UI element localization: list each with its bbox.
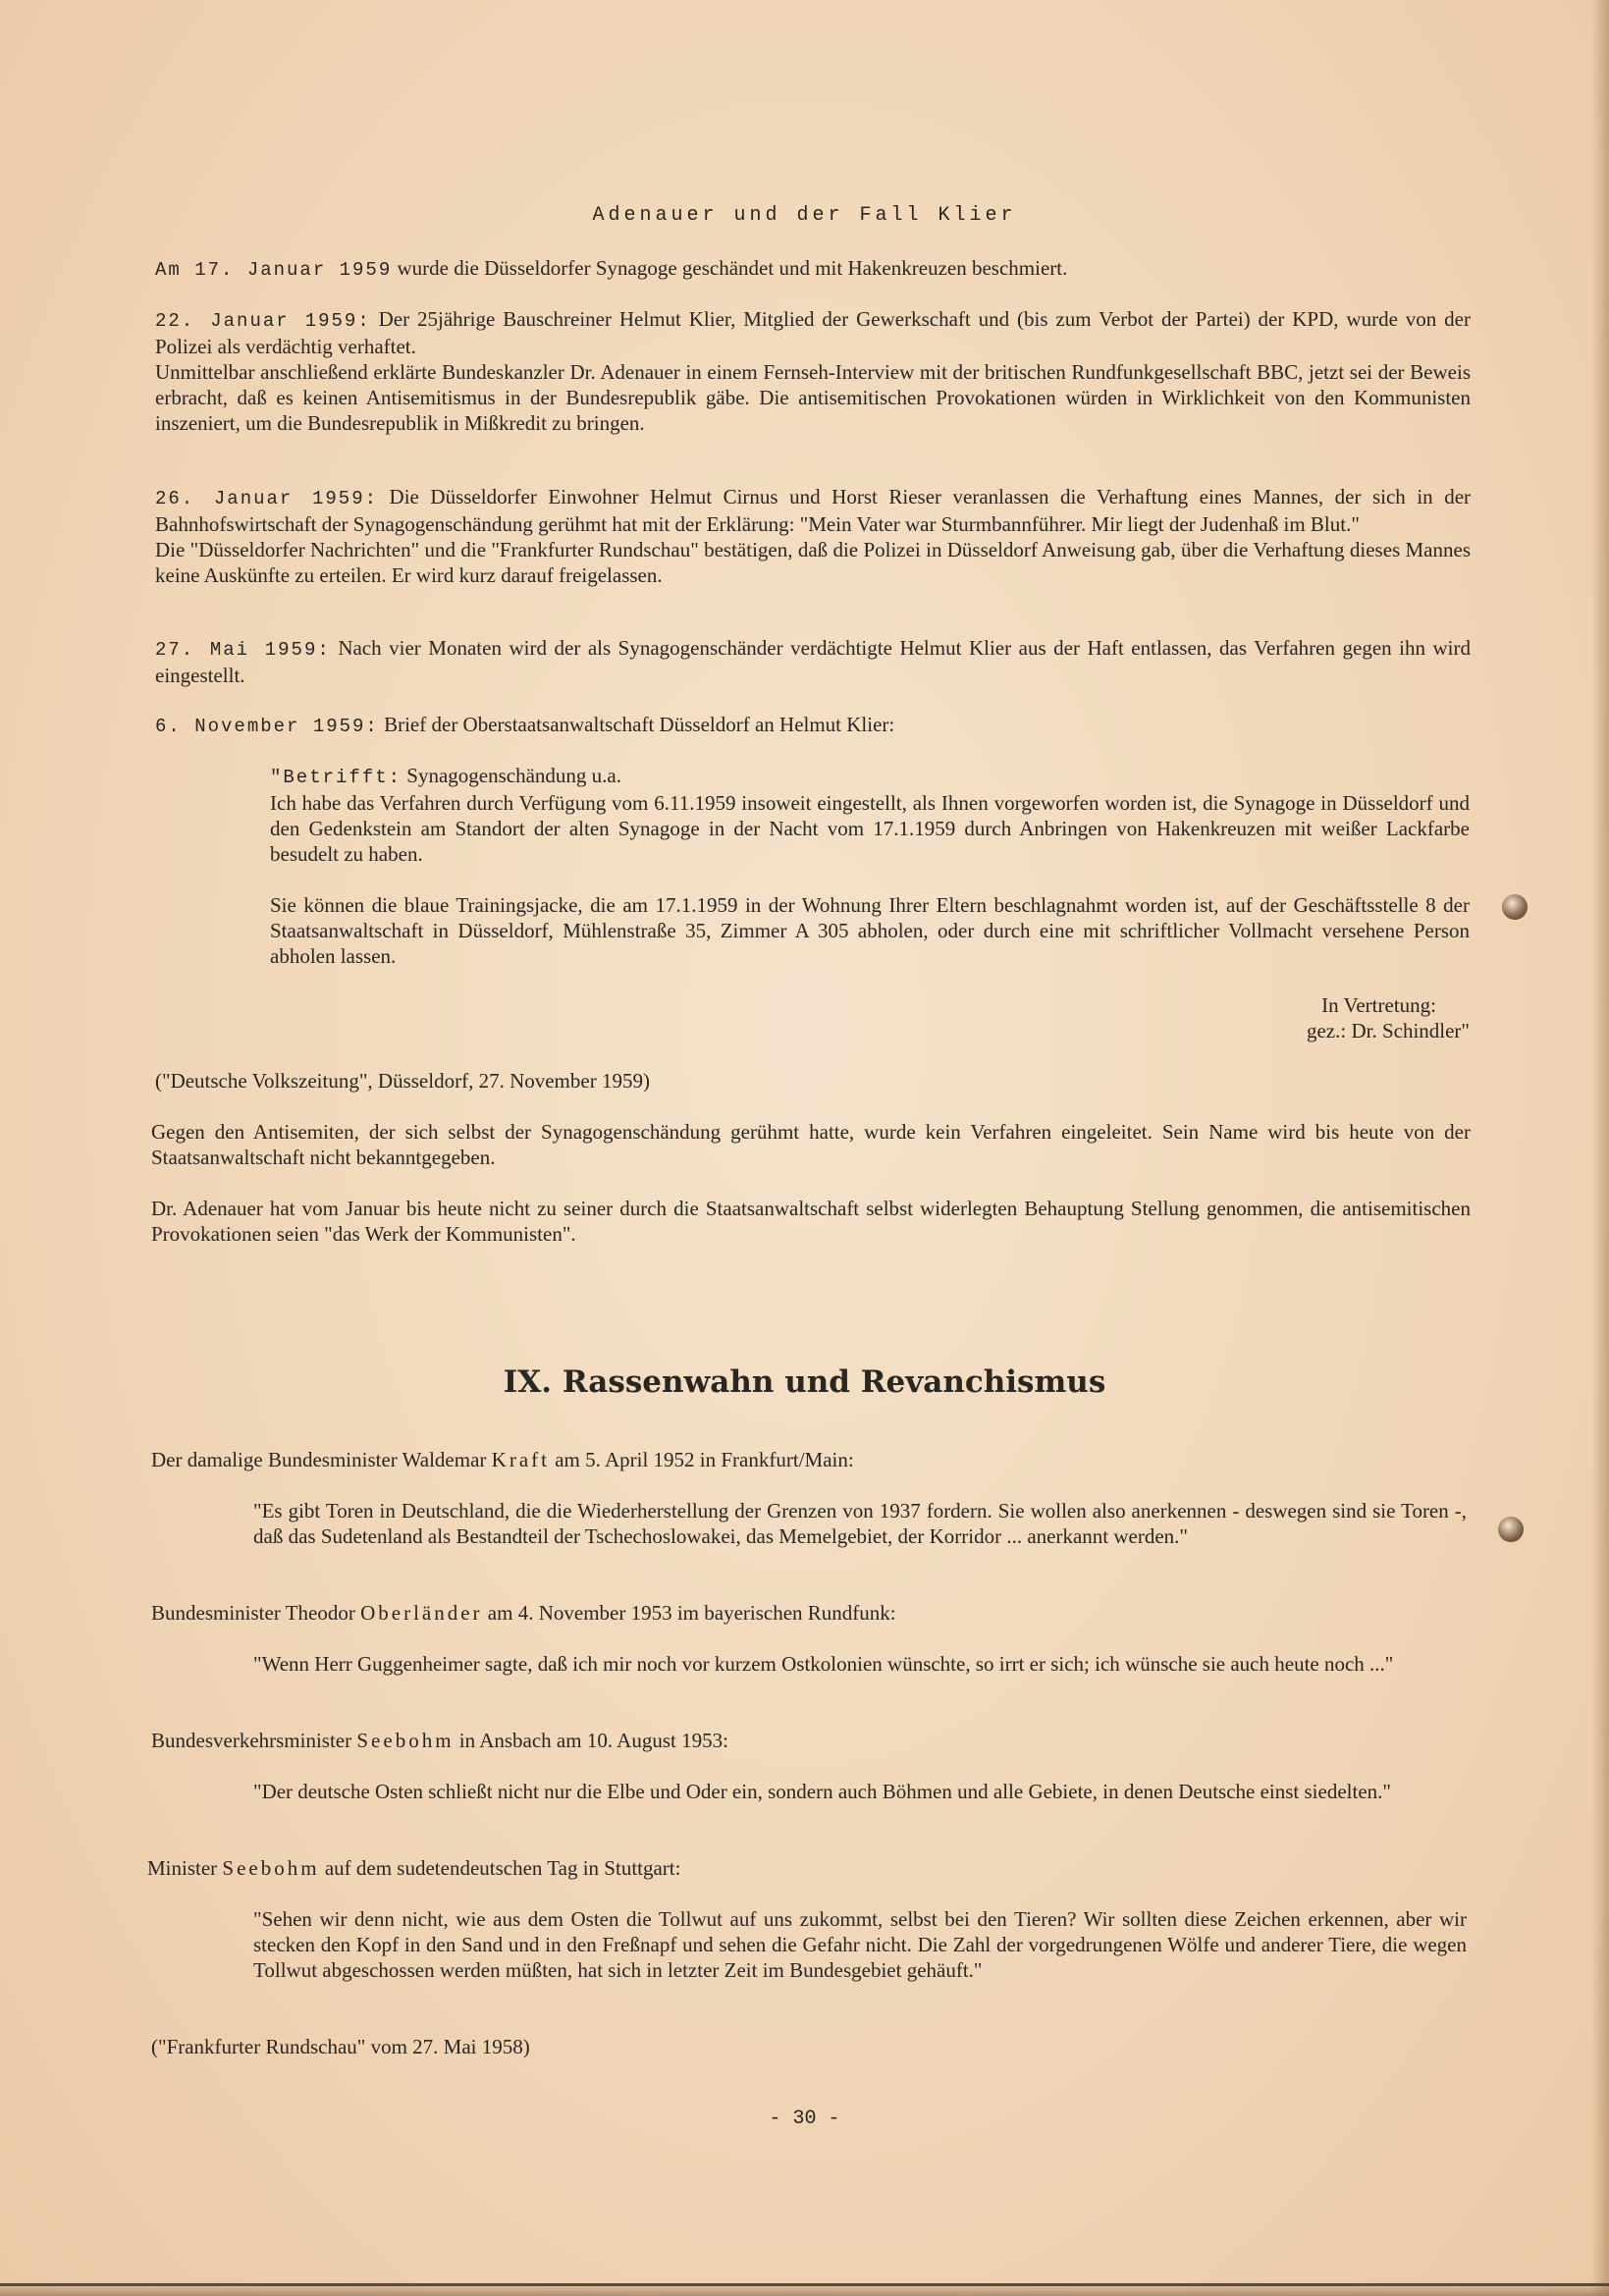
speaker-name: Seebohm — [356, 1729, 455, 1752]
entry-5 — [155, 712, 1471, 739]
punch-hole-top — [1502, 894, 1528, 920]
intro-text: am 5. April 1952 in Frankfurt/Main: — [555, 1448, 854, 1471]
entry-date: 6. November 1959: — [155, 716, 379, 737]
intro-text: auf dem sudetendeutschen Tag in Stuttgart: — [324, 1856, 681, 1880]
entry-3 — [155, 484, 1471, 588]
speaker-name: Kraft — [491, 1448, 550, 1471]
entry-date: Am 17. Januar 1959 — [155, 259, 393, 281]
letter-block — [270, 763, 1470, 969]
intro-text: Minister — [147, 1856, 218, 1880]
quote-intro-3 — [151, 1728, 1471, 1753]
intro-text: in Ansbach am 10. August 1953: — [458, 1729, 728, 1752]
signature-line-2: gez.: Dr. Schindler" — [1306, 1019, 1470, 1042]
entry-text-continued: Unmittelbar anschließend erklärte Bundeskanzler Dr. Adenauer in einem Fernseh-Interview mit der britischen Rundfunkgesellschaft BBC, jetzt sei der Beweis erbracht, daß es keinen Antisemitismus in der Bundesrepublik gäbe. Die antisemitischen Provokationen würden in Wirklichkeit von den Kommunisten inszeniert, um die Bundesrepublik in Mißkredit zu bringen. — [155, 360, 1471, 435]
speaker-name: Oberländer — [360, 1601, 483, 1625]
section-title: Adenauer und der Fall Klier — [592, 204, 1017, 227]
punch-hole-bottom — [1498, 1517, 1524, 1542]
letter-paragraph-1: Ich habe das Verfahren durch Verfügung vom 6.11.1959 insoweit eingestellt, als Ihnen vorgeworfen worden ist, die Synagoge in Düsseldorf und den Gedenkstein am Standort der alten Synagoge in der Nacht vom 17.1.1959 durch Anbringen von Hakenkreuzen mit weißer Lackfarbe besudelt zu haben. — [270, 791, 1470, 866]
quote-intro-2 — [151, 1600, 1471, 1626]
quote-1: "Es gibt Toren in Deutschland, die die Wiederherstellung der Grenzen von 1937 fordern. Sie wollen also anerkennen - deswegen sind sie Toren -, daß das Sudetenland als Bestandteil der Tschechoslowakei, das Memelgebiet, der Korridor ... anerkannt werden." — [253, 1499, 1467, 1548]
letter-subject: Synagogenschändung u.a. — [406, 764, 621, 787]
entry-2 — [155, 306, 1471, 436]
quote-3: "Der deutsche Osten schließt nicht nur die Elbe und Oder ein, sondern auch Böhmen und alle Gebiete, in denen Deutsche einst siedelten." — [253, 1780, 1391, 1803]
source-citation-1: ("Deutsche Volkszeitung", Düsseldorf, 27. November 1959) — [155, 1069, 650, 1093]
signature-line-1: In Vertretung: — [1321, 993, 1436, 1017]
entry-date: 26. Januar 1959: — [155, 488, 378, 509]
quote-intro-4 — [147, 1855, 1471, 1881]
entry-text: Brief der Oberstaatsanwaltschaft Düsseldorf an Helmut Klier: — [384, 713, 895, 736]
quote-4: "Sehen wir denn nicht, wie aus dem Osten die Tollwut auf uns zukommt, selbst bei den Tieren? Wir sollten diese Zeichen erkennen, aber wir stecken den Kopf in den Sand und in den Freßnapf und sehen die Gefahr nicht. Die Zahl der vorgedrungenen Wölfe und anderer Tiere, die wegen Tollwut abgeschossen werden müßten, hat sich in letzter Zeit im Bundesgebiet gehäuft." — [253, 1907, 1467, 1982]
entry-text: Der 25jährige Bauschreiner Helmut Klier, Mitglied der Gewerkschaft und (bis zum Verbot der Partei) der KPD, wurde von der Polizei als verdächtig verhaftet. — [155, 307, 1471, 358]
source-citation-2: ("Frankfurter Rundschau" vom 27. Mai 1958) — [151, 2035, 530, 2058]
entry-text: Nach vier Monaten wird der als Synagogenschänder verdächtigte Helmut Klier aus der Haft entlassen, das Verfahren gegen ihn wird eingestellt. — [155, 636, 1472, 687]
speaker-name: Seebohm — [222, 1856, 320, 1880]
paragraph-b: Dr. Adenauer hat vom Januar bis heute nicht zu seiner durch die Staatsanwaltschaft selbst widerlegten Behauptung Stellung genommen, die antisemitischen Provokationen seien "das Werk der Kommunisten". — [151, 1197, 1471, 1246]
intro-text: Bundesminister Theodor — [151, 1601, 355, 1625]
letter-signature — [1080, 992, 1470, 1043]
chapter-heading: IX. Rassenwahn und Revanchismus — [503, 1364, 1106, 1400]
intro-text: Bundesverkehrsminister — [151, 1729, 352, 1752]
entry-text: wurde die Düsseldorfer Synagoge geschändet und mit Hakenkreuzen beschmiert. — [397, 256, 1068, 280]
quote-2: "Wenn Herr Guggenheimer sagte, daß ich mir noch vor kurzem Ostkolonien wünschte, so irrt er sich; ich wünsche sie auch heute noch ..." — [253, 1652, 1394, 1676]
entry-text: Die Düsseldorfer Einwohner Helmut Cirnus und Horst Rieser veranlassen die Verhaftung eines Mannes, der sich in der Bahnhofswirtschaft der Synagogenschändung gerühmt hat mit der Erklärung: "Mein Vater war Sturmbannführer. Mir liegt der Judenhaß im Blut." — [155, 485, 1472, 536]
entry-text-continued: Die "Düsseldorfer Nachrichten" und die "Frankfurter Rundschau" bestätigen, daß die Polizei in Düsseldorf Anweisung gab, über die Verhaftung dieses Mannes keine Auskünfte zu erteilen. Er wird kurz darauf freigelassen. — [155, 538, 1471, 587]
page-number: - 30 - — [769, 2108, 840, 2130]
letter-subject-label: "Betrifft: — [270, 767, 402, 788]
quote-intro-1 — [151, 1447, 1471, 1472]
paragraph-a: Gegen den Antisemiten, der sich selbst der Synagogenschändung gerühmt hatte, wurde kein Verfahren eingeleitet. Sein Name wird bis heute von der Staatsanwaltschaft nicht bekanntgegeben. — [151, 1120, 1471, 1169]
bottom-rule — [0, 2283, 1609, 2286]
entry-date: 27. Mai 1959: — [155, 639, 331, 661]
entry-date: 22. Januar 1959: — [155, 310, 371, 332]
paper-edge-shadow — [1591, 0, 1609, 2296]
intro-text: am 4. November 1953 im bayerischen Rundfunk: — [487, 1601, 896, 1625]
entry-4 — [155, 635, 1471, 688]
entry-1 — [155, 255, 1471, 283]
intro-text: Der damalige Bundesminister Waldemar — [151, 1448, 487, 1471]
letter-paragraph-2: Sie können die blaue Trainingsjacke, die am 17.1.1959 in der Wohnung Ihrer Eltern beschlagnahmt worden ist, auf der Geschäftsstelle 8 der Staatsanwaltschaft in Düsseldorf, Mühlenstraße 35, Zimmer A 305 abholen, oder durch eine mit schriftlicher Vollmacht versehene Person abholen lassen. — [270, 893, 1470, 968]
